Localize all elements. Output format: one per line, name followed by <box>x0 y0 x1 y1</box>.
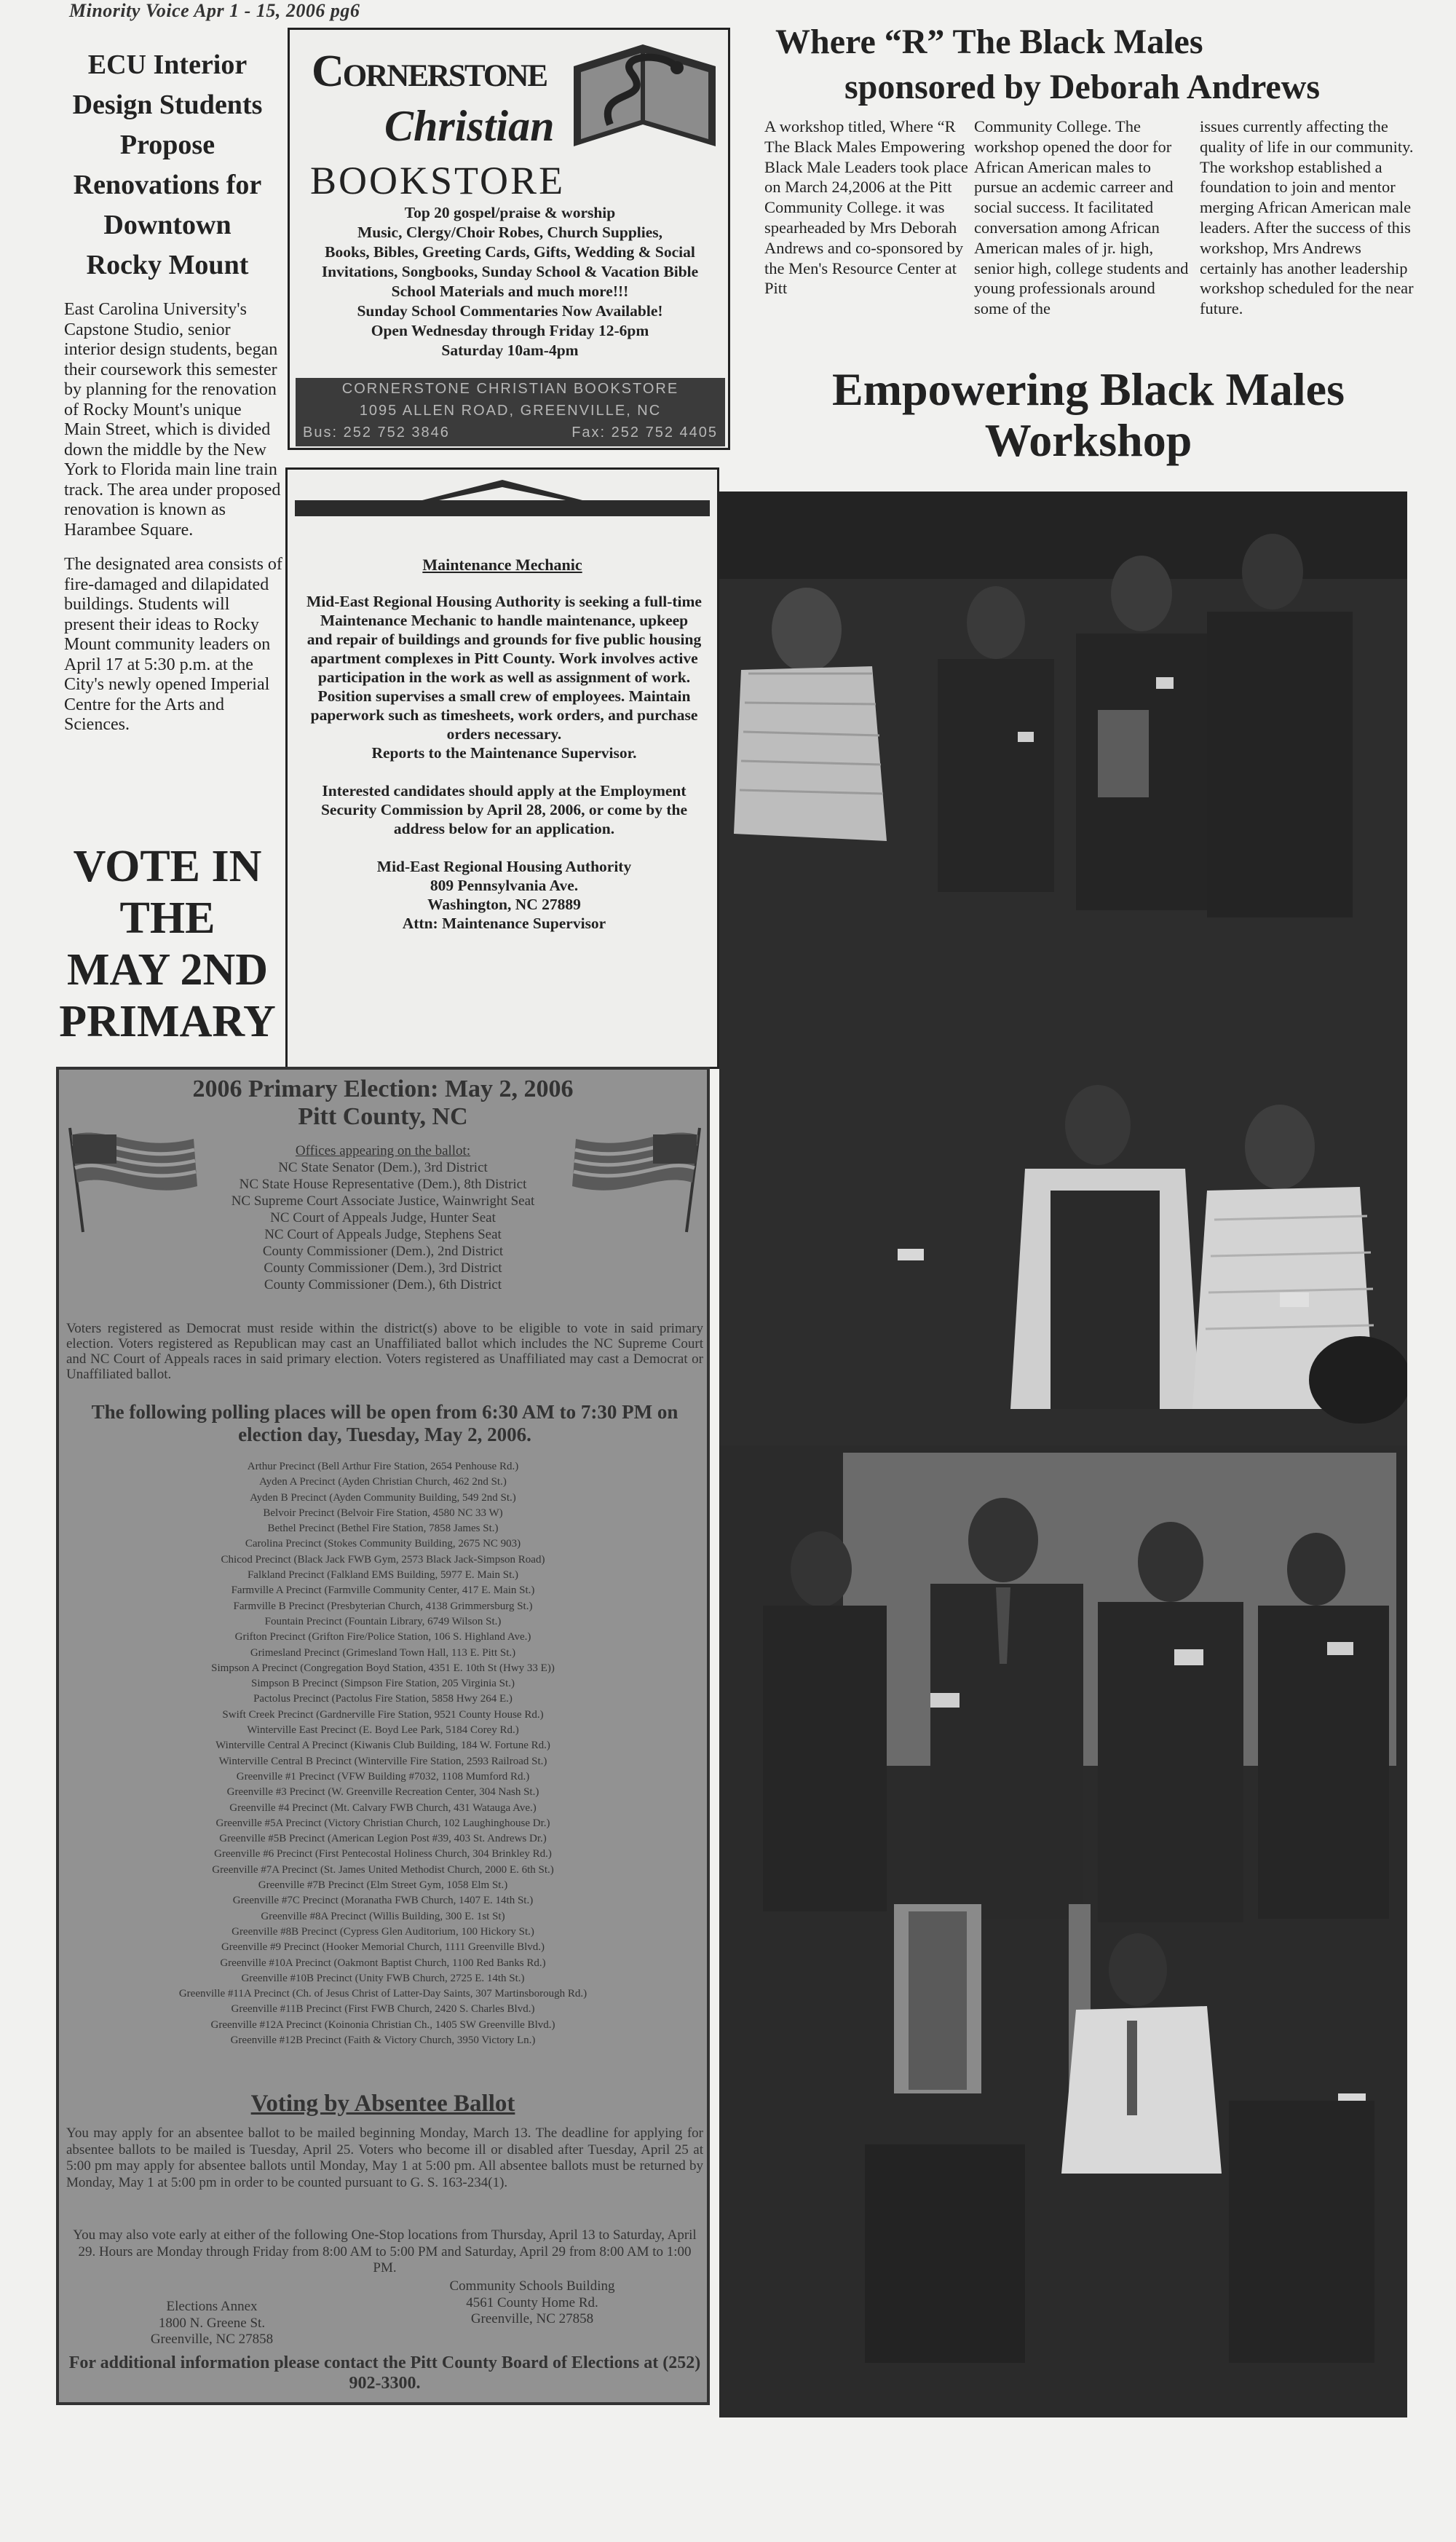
folio: Minority Voice Apr 1 - 15, 2006 pg6 <box>69 0 360 21</box>
precinct-item: Greenville #10B Precinct (Unity FWB Church, 2725 E. 14th St.) <box>241 1972 525 1984</box>
precinct-item: Grimesland Precinct (Grimesland Town Hall, 113 E. Pitt St.) <box>250 1646 516 1659</box>
precinct-item: Greenville #7A Precinct (St. James United Methodist Church, 2000 E. 6th St.) <box>212 1863 554 1876</box>
american-flag-icon <box>569 1124 707 1233</box>
precinct-item: Greenville #11B Precinct (First FWB Church, 2420 S. Charles Blvd.) <box>231 2003 535 2016</box>
office-item: County Commissioner (Dem.), 6th District <box>264 1277 502 1292</box>
precinct-item: Greenville #10A Precinct (Oakmont Baptist Church, 1100 Red Banks Rd.) <box>220 1957 546 1969</box>
precinct-item: Winterville East Precinct (E. Boyd Lee Park, 5184 Corey Rd.) <box>247 1724 519 1737</box>
precinct-item: Winterville Central A Precinct (Kiwanis Club Building, 184 W. Fortune Rd.) <box>215 1740 550 1752</box>
address-line: Washington, NC 27889 <box>427 896 581 913</box>
bookstore-logo-cornerstone: Cornerstone <box>312 47 547 96</box>
polling-precinct-list <box>103 1459 663 2048</box>
precinct-item: Greenville #1 Precinct (VFW Building #7032, 1108 Mumford Rd.) <box>236 1770 530 1783</box>
absentee-ballot-title: Voting by Absentee Ballot <box>250 2091 515 2117</box>
precinct-item: Pactolus Precinct (Pactolus Fire Station, 5858 Hwy 264 E.) <box>253 1693 513 1705</box>
precinct-item: Greenville #6 Precinct (First Pentecostal Holiness Church, 304 Brinkley Rd.) <box>214 1848 552 1860</box>
precinct-item: Greenville #7B Precinct (Elm Street Gym, 1058 Elm St.) <box>258 1879 508 1892</box>
one-stop-location-2 <box>401 2278 663 2328</box>
black-males-headline-line2: sponsored by Deborah Andrews <box>844 68 1321 106</box>
precinct-item: Farmville B Precinct (Presbyterian Church, 4138 Grimmersburg St.) <box>233 1600 533 1612</box>
bookstore-footer-address: 1095 ALLEN ROAD, GREENVILLE, NC <box>359 403 662 419</box>
location-line: Greenville, NC 27858 <box>470 2311 594 2326</box>
ecu-article-headline <box>58 45 277 285</box>
precinct-item: Greenville #9 Precinct (Hooker Memorial Church, 1111 Greenville Blvd.) <box>221 1941 545 1954</box>
location-line: 1800 N. Greene St. <box>158 2315 266 2331</box>
ad-line: Books, Bibles, Greeting Cards, Gifts, Wedding & Social <box>325 243 695 261</box>
workshop-headline-line: Workshop <box>984 414 1192 466</box>
ad-line: School Materials and much more!!! <box>391 283 629 300</box>
office-item: NC Court of Appeals Judge, Stephens Seat <box>264 1227 502 1242</box>
office-item: NC State House Representative (Dem.), 8th District <box>239 1177 527 1192</box>
vote-line: VOTE IN <box>73 842 262 891</box>
precinct-item: Greenville #4 Precinct (Mt. Calvary FWB Church, 431 Watauga Ave.) <box>229 1801 537 1814</box>
ad-address <box>306 857 703 933</box>
address-line: Attn: Maintenance Supervisor <box>402 915 606 932</box>
location-line: Greenville, NC 27858 <box>150 2332 274 2347</box>
board-of-elections-contact: For additional information please contact the Pitt County Board of Elections at (252) 902-3300. <box>68 2353 701 2393</box>
voter-eligibility-note: Voters registered as Democrat must reside within the district(s) above to be eligible to vote in said primary election. Voters registered as Republican may cast an Unaffiliated ballot which includes the NC Supreme Court and NC Court of Appeals races in said primary election. Voters registered as Unaffiliated may cast a Democrat or Unaffiliated ballot. <box>66 1321 703 1382</box>
ballot-offices <box>197 1142 569 1293</box>
precinct-item: Carolina Precinct (Stokes Community Building, 2675 NC 903) <box>245 1538 521 1550</box>
maintenance-ad-body <box>306 592 703 952</box>
vote-banner <box>51 841 284 1048</box>
location-line: 4561 County Home Rd. <box>466 2294 598 2310</box>
article-column-3: issues currently affecting the quality of life in our community. The workshop established a foundation to join and mentor merging African American male leaders. After the success of this workshop, Mrs Andrews certainly has another leadership workshop scheduled for the near future. <box>1200 117 1414 318</box>
early-voting-paragraph: You may also vote early at either of the following One-Stop locations from Thursday, April 13 to Saturday, April 29. Hours are Monday through Friday from 8:00 AM to 5:00 PM and Saturday, April 29 from 8:00 AM to 1:00 PM. <box>73 2227 697 2275</box>
office-item: NC State Senator (Dem.), 3rd District <box>278 1160 488 1175</box>
ad-line: Music, Clergy/Choir Robes, Church Supplies, <box>357 224 663 241</box>
address-line: Mid-East Regional Housing Authority <box>376 858 632 875</box>
location-line: Community Schools Building <box>449 2278 615 2294</box>
bookstore-logo-christian: Christian <box>384 102 555 150</box>
precinct-item: Greenville #12A Precinct (Koinonia Christian Ch., 1405 SW Greenville Blvd.) <box>210 2018 555 2031</box>
precinct-item: Arthur Precinct (Bell Arthur Fire Station, 2654 Penhouse Rd.) <box>247 1461 519 1472</box>
precinct-item: Greenville #5B Precinct (American Legion Post #39, 403 St. Andrews Dr.) <box>219 1833 547 1845</box>
office-item: County Commissioner (Dem.), 3rd District <box>264 1260 502 1276</box>
location-line: Elections Annex <box>166 2299 258 2314</box>
bookstore-fax: Fax: 252 752 4405 <box>571 425 718 441</box>
precinct-item: Swift Creek Precinct (Gardnerville Fire Station, 9521 County House Rd.) <box>222 1708 544 1721</box>
precinct-item: Greenville #5A Precinct (Victory Christian Church, 102 Laughinghouse Dr.) <box>215 1817 550 1829</box>
precinct-item: Falkland Precinct (Falkland EMS Building, 5977 E. Main St.) <box>247 1569 519 1582</box>
ad-line: Sunday School Commentaries Now Available! <box>357 302 663 320</box>
roof-logo-icon <box>295 478 710 521</box>
precinct-item: Grifton Precinct (Grifton Fire/Police Station, 106 S. Highland Ave.) <box>234 1631 531 1643</box>
precinct-item: Ayden B Precinct (Ayden Community Building, 549 2nd St.) <box>250 1491 516 1504</box>
precinct-item: Winterville Central B Precinct (Winterville Fire Station, 2593 Railroad St.) <box>218 1755 547 1767</box>
open-bible-icon <box>566 37 723 168</box>
bookstore-contact-bar <box>296 378 725 446</box>
maintenance-ad-title: Maintenance Mechanic <box>422 556 582 574</box>
precinct-item: Greenville #7C Precinct (Moranatha FWB Church, 1407 E. 14th St.) <box>232 1895 534 1907</box>
headline-line: Design Students <box>72 90 263 120</box>
precinct-item: Bethel Precinct (Bethel Fire Station, 7858 James St.) <box>267 1523 499 1535</box>
precinct-item: Greenville #3 Precinct (W. Greenville Recreation Center, 304 Nash St.) <box>226 1786 539 1799</box>
one-stop-location-1 <box>103 2299 321 2348</box>
bookstore-ad <box>288 28 730 450</box>
bookstore-product-list <box>304 203 716 360</box>
absentee-ballot-paragraph: You may apply for an absentee ballot to be mailed beginning Monday, March 13. The deadline for applying for absentee ballots to be mailed is Tuesday, April 25. Voters who become ill or disabled after Tuesday, April 25 at 5:00 pm may apply for absentee ballots until Monday, May 1 at 5:00 pm. All absentee ballots must be returned by Monday, May 1 at 5:00 pm in order to be counted pursuant to G. S. 163-234(1). <box>66 2125 703 2190</box>
bookstore-logo-bookstore: BOOKSTORE <box>310 159 566 202</box>
ecu-article-body <box>64 300 282 750</box>
ad-line: Top 20 gospel/praise & worship <box>404 204 616 221</box>
article-paragraph: East Carolina University's Capstone Studio, senior interior design students, began their coursework this semester by planning for the renovation of Rocky Mount's unique Main Street, which is divided down the middle by the New York to Florida main line train track. The area under proposed renovation is known as Harambee Square. <box>64 300 281 540</box>
precinct-item: Simpson A Precinct (Congregation Boyd Station, 4351 E. 10th St (Hwy 33 E)) <box>211 1662 555 1674</box>
election-title-line: Pitt County, NC <box>298 1103 468 1130</box>
maintenance-mechanic-ad <box>285 467 719 1069</box>
precinct-item: Greenville #8A Precinct (Willis Building, 300 E. 1st St) <box>261 1910 505 1922</box>
precinct-item: Fountain Precinct (Fountain Library, 6749 Wilson St.) <box>264 1615 502 1627</box>
office-item: NC Supreme Court Associate Justice, Wainwright Seat <box>231 1193 535 1209</box>
office-item: County Commissioner (Dem.), 2nd District <box>262 1244 504 1259</box>
vote-line: THE <box>119 893 215 943</box>
precinct-item: Ayden A Precinct (Ayden Christian Church, 462 2nd St.) <box>259 1476 507 1488</box>
workshop-photo-2 <box>719 1445 1407 2417</box>
precinct-item: Simpson B Precinct (Simpson Fire Station, 205 Virginia St.) <box>251 1678 515 1690</box>
headline-line: ECU Interior <box>87 50 248 80</box>
article-paragraph: The designated area consists of fire-damaged and dilapidated buildings. Students will present their ideas to Rocky Mount community leaders on April 17 at 5:30 p.m. at the City's newly opened Imperial Centre for the Arts and Sciences. <box>64 555 282 734</box>
election-notice <box>56 1067 710 2405</box>
precinct-item: Greenville #12B Precinct (Faith & Victory Church, 3950 Victory Ln.) <box>230 2034 536 2046</box>
ad-paragraph: Interested candidates should apply at the Employment Security Commission by April 28, 2006, or come by the address below for an application. <box>320 782 688 837</box>
vote-line: PRIMARY <box>59 997 276 1046</box>
article-column-2: Community College. The workshop opened the door for African American males to pursue an acdemic carreer and social success. It facilitated conversation among African American males of jr. high, senior high, college students and young professionals around some of the <box>974 117 1189 318</box>
workshop-headline-line: Empowering Black Males <box>832 363 1345 415</box>
bookstore-phone: Bus: 252 752 3846 <box>303 425 450 441</box>
precinct-item: Greenville #11A Precinct (Ch. of Jesus Christ of Latter-Day Saints, 307 Martinsborough Rd.) <box>178 1988 587 2000</box>
precinct-item: Greenville #8B Precinct (Cypress Glen Auditorium, 100 Hickory St.) <box>232 1925 534 1938</box>
workshop-headline <box>772 364 1405 466</box>
ad-paragraph <box>306 592 703 762</box>
workshop-photo-collage <box>719 492 1407 2417</box>
ad-line: Invitations, Songbooks, Sunday School & Vacation Bible <box>321 263 699 280</box>
precinct-item: Farmville A Precinct (Farmville Community Center, 417 E. Main St.) <box>231 1584 535 1597</box>
polling-places-header: The following polling places will be open from 6:30 AM to 7:30 PM on election day, Tuesday, May 2, 2006. <box>91 1401 678 1445</box>
ad-line: Saturday 10am-4pm <box>441 342 579 359</box>
election-title-line: 2006 Primary Election: May 2, 2006 <box>192 1075 574 1102</box>
vote-line: MAY 2ND <box>66 945 269 995</box>
ad-paragraph-text: Reports to the Maintenance Supervisor. <box>371 744 637 762</box>
article-column-1: A workshop titled, Where “R The Black Males Empowering Black Male Leaders took place on March 24,2006 at the Pitt Community College. it was spearheaded by Mrs Deborah Andrews and co-sponsored by the Men's Resource Center at Pitt <box>764 117 968 298</box>
headline-line: Propose <box>119 130 215 160</box>
american-flag-icon <box>63 1124 201 1233</box>
ad-paragraph-text: Mid-East Regional Housing Authority is seeking a full-time Maintenance Mechanic to handle maintenance, upkeep and repair of buildings and grounds for five public housing apartment complexes in Pitt County. Work involves active participation in the work as well as assignment of work. Position supervises a small crew of employees. Maintain paperwork such as timesheets, work orders, and purchase orders necessary. <box>306 593 702 743</box>
offices-header: Offices appearing on the ballot: <box>295 1143 471 1158</box>
precinct-item: Belvoir Precinct (Belvoir Fire Station, 4580 NC 33 W) <box>263 1507 503 1519</box>
black-males-headline-line1: Where “R” The Black Males <box>775 23 1203 61</box>
election-title <box>59 1075 707 1131</box>
workshop-photo-1 <box>719 492 1407 1445</box>
headline-line: Downtown <box>103 210 232 240</box>
headline-line: Rocky Mount <box>86 250 249 280</box>
ad-line: Open Wednesday through Friday 12-6pm <box>371 322 649 339</box>
address-line: 809 Pennsylvania Ave. <box>430 877 579 894</box>
office-item: NC Court of Appeals Judge, Hunter Seat <box>270 1210 496 1225</box>
precinct-item: Chicod Precinct (Black Jack FWB Gym, 2573 Black Jack-Simpson Road) <box>221 1553 545 1566</box>
headline-line: Renovations for <box>73 170 262 200</box>
bookstore-footer-name: CORNERSTONE CHRISTIAN BOOKSTORE <box>341 381 679 397</box>
